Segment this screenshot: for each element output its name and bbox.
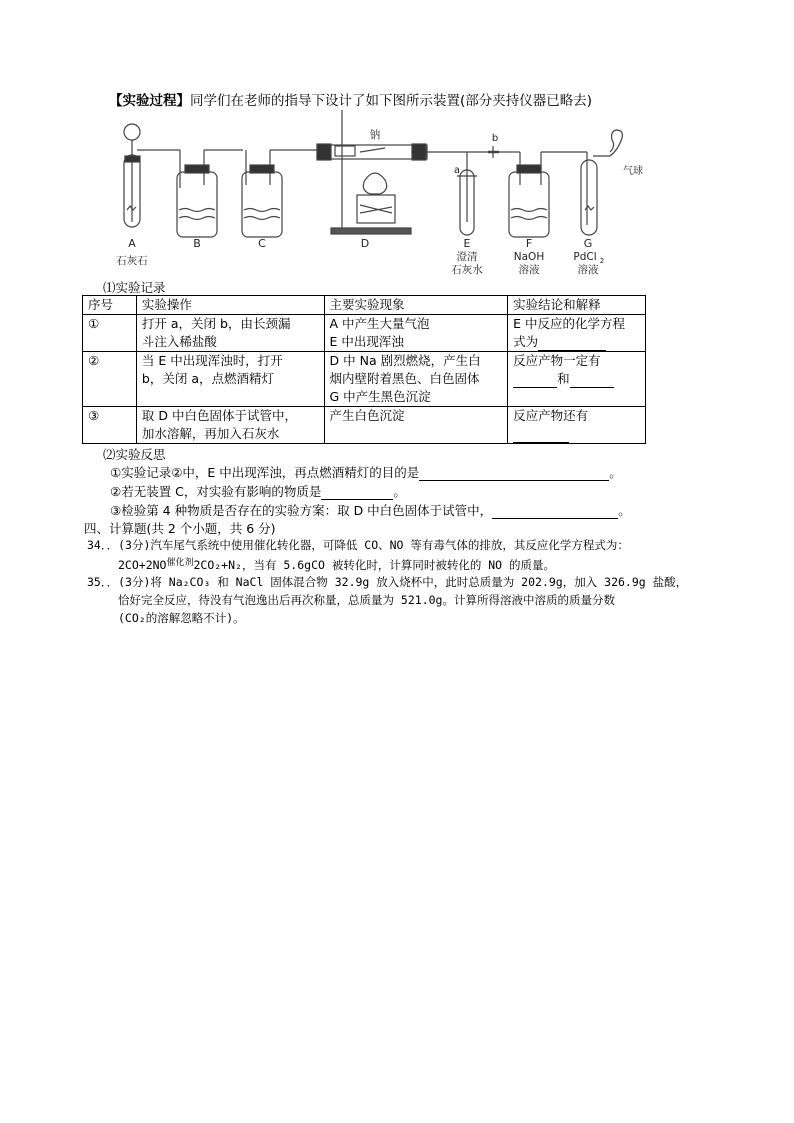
table-header-row bbox=[83, 296, 646, 315]
label-sodium: 钠 bbox=[369, 129, 381, 141]
answer-blank[interactable] bbox=[513, 374, 557, 388]
header-num: 序号 bbox=[83, 296, 137, 315]
q35-line1: 35．．(3分)将 Na₂CO₃ 和 NaCl 固体混合物 32.9g 放入烧杯中，此时总质量为 202.9g，加入 326.9g 盐酸， bbox=[87, 575, 688, 589]
apparatus-b bbox=[177, 150, 243, 237]
label-g-sub2: 溶液 bbox=[577, 264, 599, 276]
row1-phenomenon: A 中产生大量气泡 E 中出现浑浊 bbox=[324, 315, 508, 352]
answer-blank[interactable] bbox=[492, 505, 618, 519]
q35-line2: 恰好完全反应，待没有气泡逸出后再次称量，总质量为 521.0g。计算所得溶液中溶质的质量分数 bbox=[118, 593, 615, 607]
header-conclusion: 实验结论和解释 bbox=[508, 296, 646, 315]
label-f: F bbox=[525, 237, 533, 250]
answer-blank[interactable] bbox=[513, 429, 569, 443]
label-d: D bbox=[360, 237, 370, 250]
answer-blank[interactable] bbox=[419, 467, 609, 481]
section2-title: ⑵实验反思 bbox=[103, 447, 166, 462]
answer-blank[interactable] bbox=[570, 374, 614, 388]
intro-line bbox=[109, 89, 592, 109]
header-operation: 实验操作 bbox=[136, 296, 324, 315]
record-table bbox=[82, 295, 646, 444]
label-a: A bbox=[128, 237, 136, 250]
label-valve-a: a bbox=[453, 165, 461, 176]
answer-blank[interactable] bbox=[321, 486, 393, 500]
row3-operation: 取 D 中白色固体于试管中， 加水溶解，再加入石灰水 bbox=[136, 407, 324, 444]
label-g-sub1-subscript: 2 bbox=[599, 257, 605, 265]
apparatus-c bbox=[242, 150, 317, 237]
label-c: C bbox=[258, 237, 266, 250]
label-e: E bbox=[463, 237, 471, 250]
label-valve-b: b bbox=[491, 133, 499, 144]
row1-conclusion: E 中反应的化学方程 式为 bbox=[508, 315, 646, 352]
answer-blank[interactable] bbox=[538, 337, 606, 351]
label-a-sub: 石灰石 bbox=[116, 255, 148, 267]
row3-phenomenon: 产生白色沉淀 bbox=[324, 407, 508, 444]
row2-phenomenon: D 中 Na 剧烈燃烧，产生白 烟内壁附着黑色、白色固体 G 中产生黑色沉淀 bbox=[324, 352, 508, 407]
apparatus-f bbox=[509, 152, 587, 237]
row1-operation: 打开 a，关闭 b，由长颈漏 斗注入稀盐酸 bbox=[136, 315, 324, 352]
label-g-sub1: PdCl bbox=[573, 251, 597, 263]
section1-title: ⑴实验记录 bbox=[103, 280, 166, 295]
apparatus-diagram bbox=[105, 110, 665, 282]
label-b: B bbox=[193, 237, 201, 250]
row3-conclusion: 反应产物还有 bbox=[508, 407, 646, 444]
row1-num: ① bbox=[83, 315, 137, 352]
table-row bbox=[83, 407, 646, 444]
row2-num: ② bbox=[83, 352, 137, 407]
table-row bbox=[83, 315, 646, 352]
label-e-sub2: 石灰水 bbox=[451, 264, 483, 276]
reflection-1: ①实验记录②中，E 中出现浑浊，再点燃酒精灯的目的是 。 bbox=[110, 465, 622, 480]
intro-text: 同学们在老师的指导下设计了如下图所示装置(部分夹持仪器已略去) bbox=[190, 93, 593, 109]
apparatus-d bbox=[317, 110, 465, 234]
section4-title: 四、计算题(共 2 个小题，共 6 分) bbox=[84, 521, 276, 536]
apparatus-g bbox=[581, 130, 622, 235]
label-f-sub2: 溶液 bbox=[518, 264, 540, 276]
intro-bracket-title: 【实验过程】 bbox=[109, 93, 190, 109]
q35-line3: (CO₂的溶解忽略不计)。 bbox=[118, 611, 245, 625]
catalyst-label: 催化剂 bbox=[166, 558, 194, 568]
row2-conclusion: 反应产物一定有 和 bbox=[508, 352, 646, 407]
reflection-3: ③检验第 4 种物质是否存在的实验方案：取 D 中白色固体于试管中， 。 bbox=[110, 503, 631, 518]
row2-operation: 当 E 中出现浑浊时，打开 b，关闭 a，点燃酒精灯 bbox=[136, 352, 324, 407]
reflection-2: ②若无装置 C，对实验有影响的物质是 。 bbox=[110, 484, 406, 499]
q34-line1: 34．．(3分)汽车尾气系统中使用催化转化器，可降低 CO、NO 等有毒气体的排放，其反应化学方程式为： bbox=[87, 538, 629, 552]
apparatus-e bbox=[457, 146, 520, 235]
label-f-sub1: NaOH bbox=[513, 251, 545, 263]
row3-num: ③ bbox=[83, 407, 137, 444]
table-row bbox=[83, 352, 646, 407]
q34-line2: $2CO+2NO^{催化剂}2CO_2+N_2$，当有 5.6gCO 被转化时，计算同时被转化的 NO 的质量。 bbox=[118, 558, 556, 572]
apparatus-a bbox=[124, 124, 180, 227]
label-g: G bbox=[583, 237, 593, 250]
label-balloon: 气球 bbox=[623, 166, 643, 177]
label-e-sub1: 澄清 bbox=[456, 251, 478, 263]
header-phenomenon: 主要实验现象 bbox=[324, 296, 508, 315]
